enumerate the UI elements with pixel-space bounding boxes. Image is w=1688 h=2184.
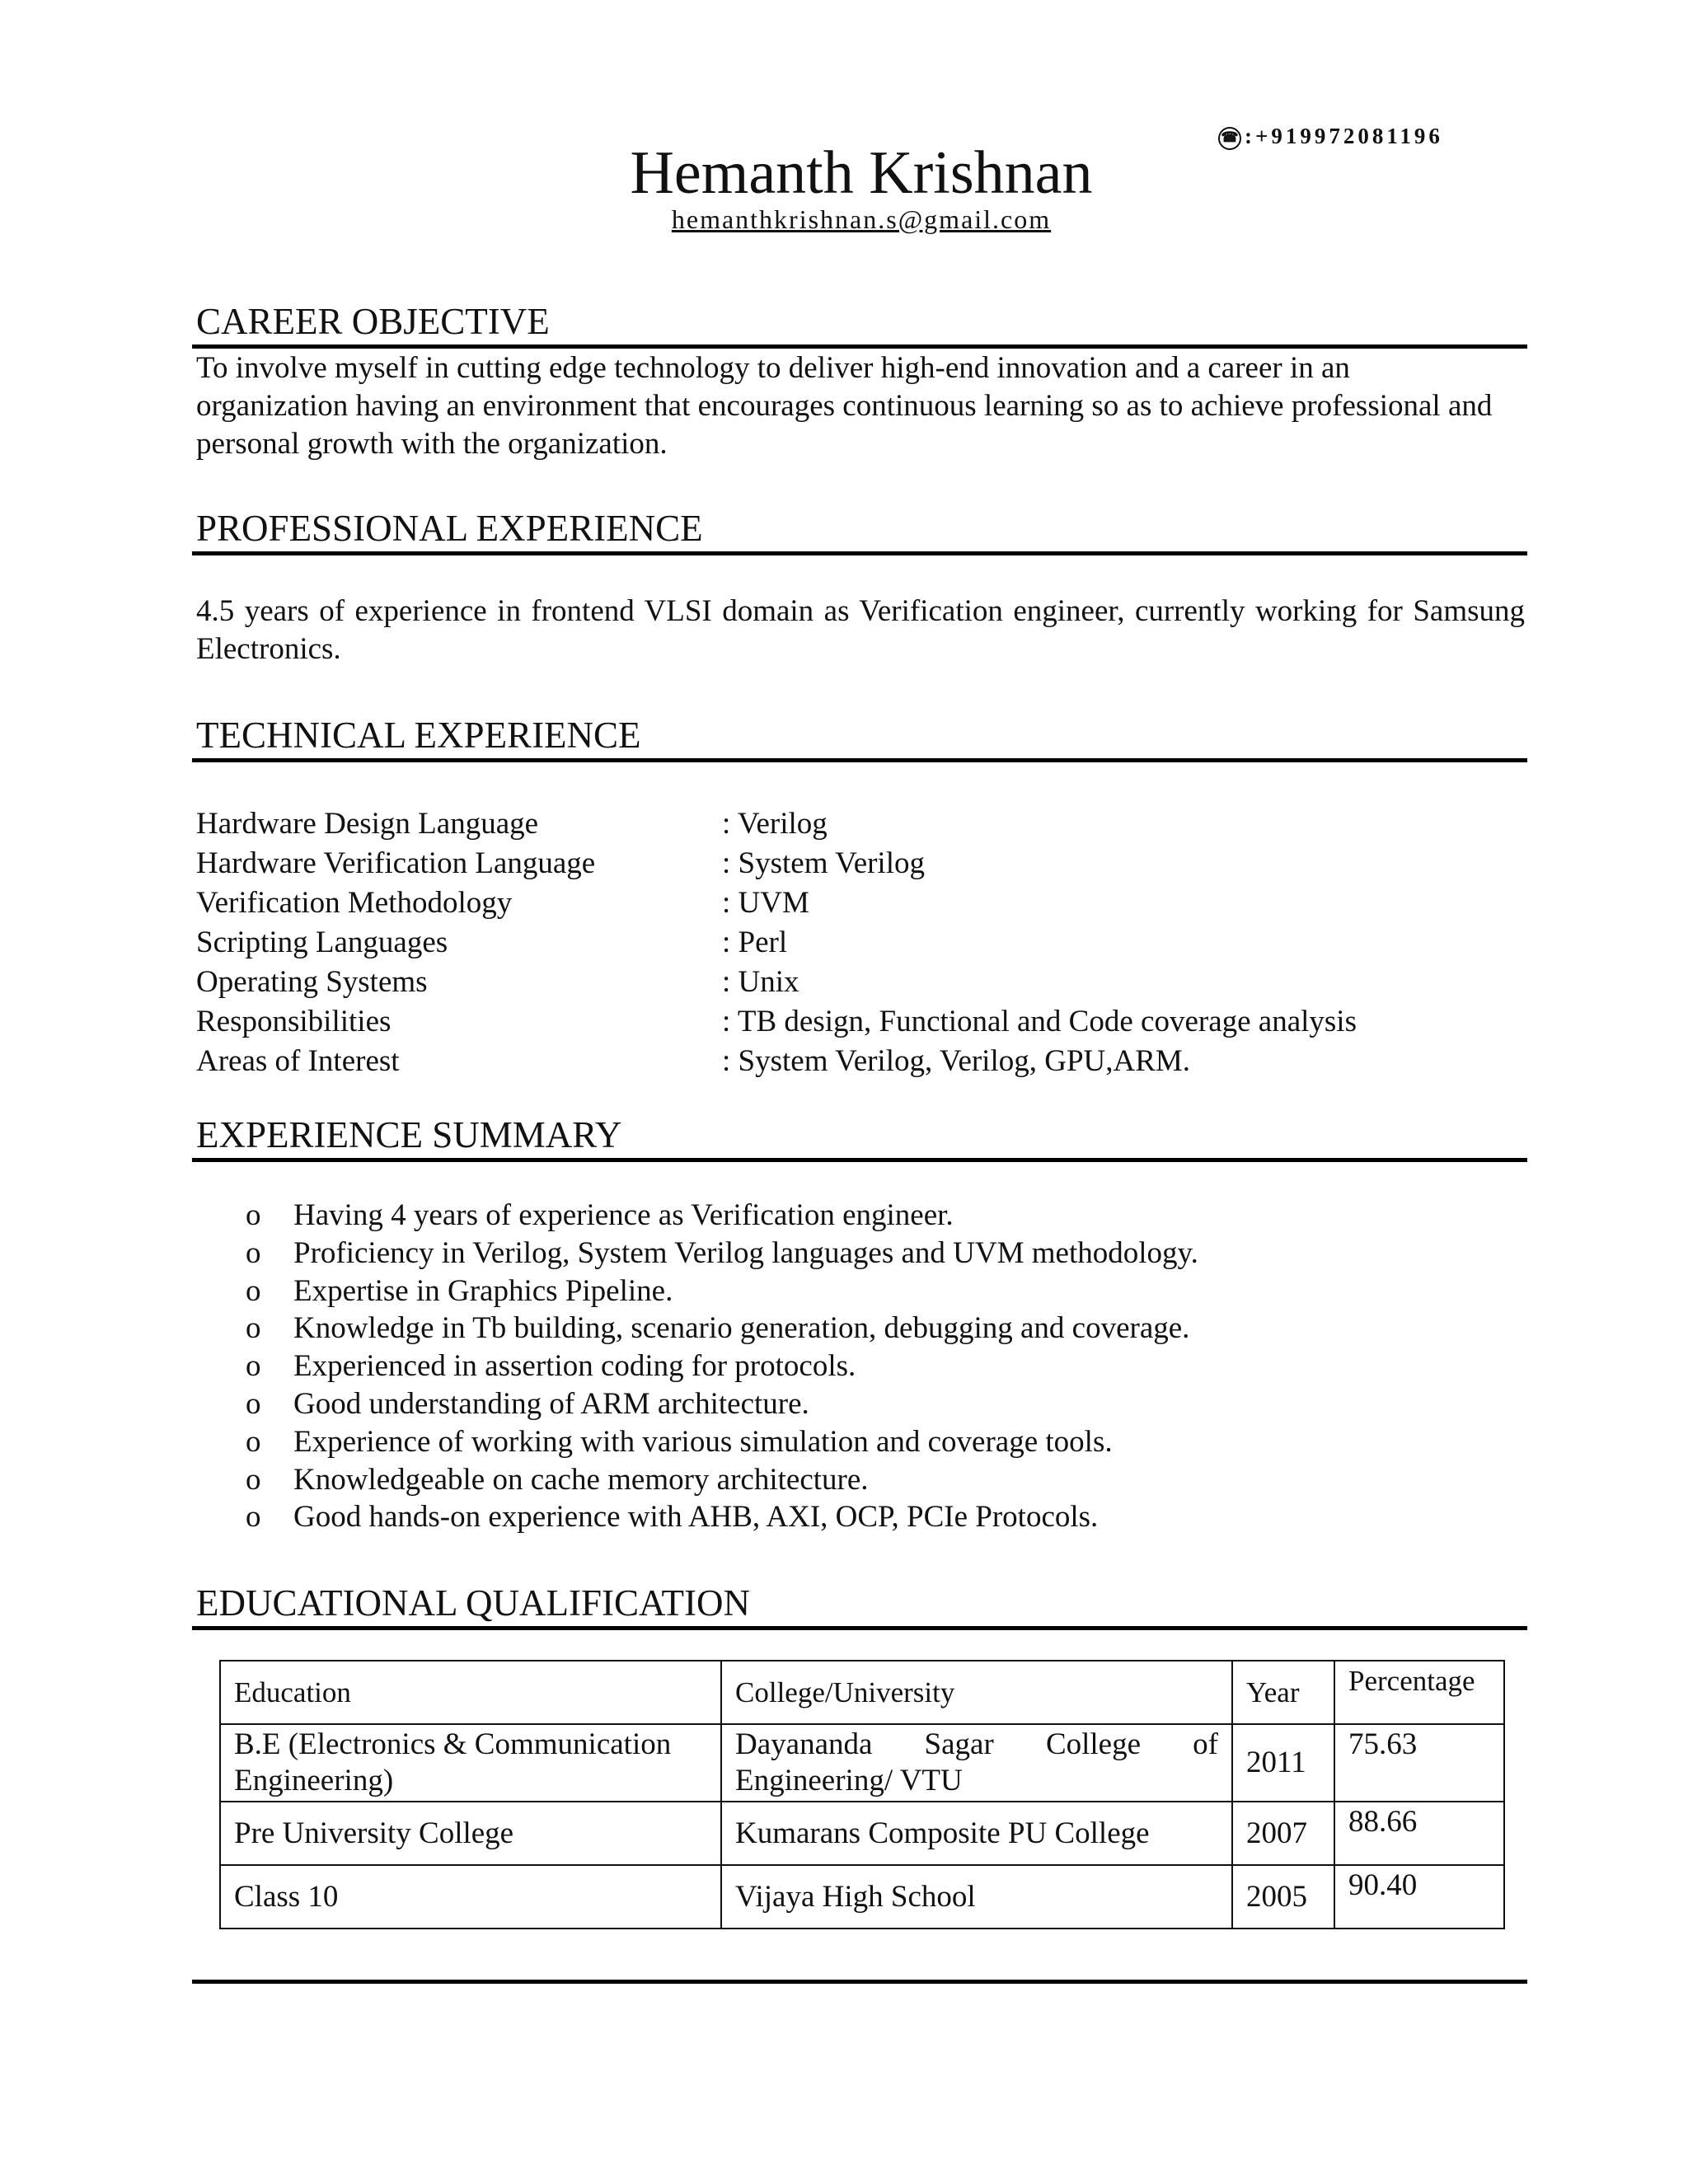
percentage-cell: 88.66 bbox=[1334, 1802, 1504, 1865]
section-divider bbox=[192, 1158, 1527, 1162]
tech-value: : UVM bbox=[722, 886, 809, 920]
column-header: Year bbox=[1232, 1661, 1334, 1724]
tech-label: Hardware Design Language bbox=[196, 807, 539, 841]
professional-experience-heading: PROFESSIONAL EXPERIENCE bbox=[196, 508, 703, 549]
college-cell: Dayananda Sagar College of Engineering/ VTU bbox=[721, 1724, 1232, 1802]
list-item-text: Good hands-on experience with AHB, AXI, OCP, PCIe Protocols. bbox=[293, 1500, 1099, 1535]
tech-label: Scripting Languages bbox=[196, 926, 448, 959]
footer-divider bbox=[192, 1980, 1527, 1984]
list-item-text: Proficiency in Verilog, System Verilog languages and UVM methodology. bbox=[293, 1235, 1198, 1270]
list-item-text: Experienced in assertion coding for protocols. bbox=[293, 1349, 856, 1384]
table-row bbox=[220, 1724, 1504, 1802]
phone-text: :+919972081196 bbox=[1245, 124, 1443, 148]
education-cell: B.E (Electronics & Communication Engineering) bbox=[220, 1724, 721, 1802]
section-divider bbox=[192, 344, 1527, 349]
year-cell: 2007 bbox=[1232, 1802, 1334, 1865]
year-cell: 2005 bbox=[1232, 1865, 1334, 1929]
bullet-marker: o bbox=[246, 1235, 261, 1270]
bullet-marker: o bbox=[246, 1386, 261, 1421]
college-cell: Vijaya High School bbox=[721, 1865, 1232, 1929]
career-objective-heading: CAREER OBJECTIVE bbox=[196, 301, 550, 342]
tech-label: Operating Systems bbox=[196, 965, 428, 999]
tech-label: Responsibilities bbox=[196, 1005, 392, 1038]
list-item-text: Good understanding of ARM architecture. bbox=[293, 1386, 809, 1421]
professional-experience-text: 4.5 years of experience in frontend VLSI domain as Verification engineer, currently working for Samsung Electronics. bbox=[196, 594, 1525, 666]
tech-value: : Unix bbox=[722, 965, 799, 999]
column-header: Percentage bbox=[1334, 1661, 1504, 1724]
educational-qualification-heading: EDUCATIONAL QUALIFICATION bbox=[196, 1582, 751, 1624]
year-cell: 2011 bbox=[1232, 1724, 1334, 1802]
career-objective-text: To involve myself in cutting edge technology to deliver high-end innovation and a career in an organization having an environment that encourages continuous learning so as to achieve professional and personal growth with the organization. bbox=[196, 351, 1493, 461]
experience-summary-heading: EXPERIENCE SUMMARY bbox=[196, 1114, 622, 1155]
education-cell: Pre University College bbox=[220, 1802, 721, 1865]
email-link[interactable]: hemanthkrishnan.s@gmail.com bbox=[671, 204, 1052, 234]
candidate-name: Hemanth Krishnan bbox=[630, 139, 1093, 207]
tech-label: Areas of Interest bbox=[196, 1044, 400, 1078]
bullet-marker: o bbox=[246, 1311, 261, 1346]
tech-value: : Verilog bbox=[722, 807, 828, 841]
bullet-marker: o bbox=[246, 1349, 261, 1384]
tech-label: Hardware Verification Language bbox=[196, 846, 596, 880]
bullet-marker: o bbox=[246, 1462, 261, 1497]
list-item-text: Experience of working with various simulation and coverage tools. bbox=[293, 1424, 1113, 1459]
column-header: Education bbox=[220, 1661, 721, 1724]
education-cell: Class 10 bbox=[220, 1865, 721, 1929]
bullet-marker: o bbox=[246, 1500, 261, 1535]
tech-value: : System Verilog bbox=[722, 846, 925, 880]
percentage-cell: 75.63 bbox=[1334, 1724, 1504, 1802]
tech-value: : TB design, Functional and Code coverage analysis bbox=[722, 1005, 1357, 1038]
tech-value: : System Verilog, Verilog, GPU,ARM. bbox=[722, 1044, 1191, 1078]
list-item-text: Knowledgeable on cache memory architecture. bbox=[293, 1462, 869, 1497]
tech-label: Verification Methodology bbox=[196, 886, 513, 920]
college-cell: Kumarans Composite PU College bbox=[721, 1802, 1232, 1865]
bullet-marker: o bbox=[246, 1273, 261, 1308]
table-row bbox=[220, 1865, 1504, 1929]
education-table bbox=[219, 1660, 1505, 1929]
list-item-text: Expertise in Graphics Pipeline. bbox=[293, 1273, 673, 1308]
section-divider bbox=[192, 551, 1527, 555]
list-item-text: Knowledge in Tb building, scenario generation, debugging and coverage. bbox=[293, 1311, 1190, 1346]
section-divider bbox=[192, 758, 1527, 762]
table-row bbox=[220, 1802, 1504, 1865]
percentage-cell: 90.40 bbox=[1334, 1865, 1504, 1929]
section-divider bbox=[192, 1626, 1527, 1630]
list-item-text: Having 4 years of experience as Verification engineer. bbox=[293, 1198, 954, 1232]
technical-experience-heading: TECHNICAL EXPERIENCE bbox=[196, 715, 641, 756]
bullet-marker: o bbox=[246, 1198, 261, 1232]
bullet-marker: o bbox=[246, 1424, 261, 1459]
phone-icon: ☎ bbox=[1218, 127, 1241, 150]
tech-value: : Perl bbox=[722, 926, 788, 959]
column-header: College/University bbox=[721, 1661, 1232, 1724]
table-header-row bbox=[220, 1661, 1504, 1724]
